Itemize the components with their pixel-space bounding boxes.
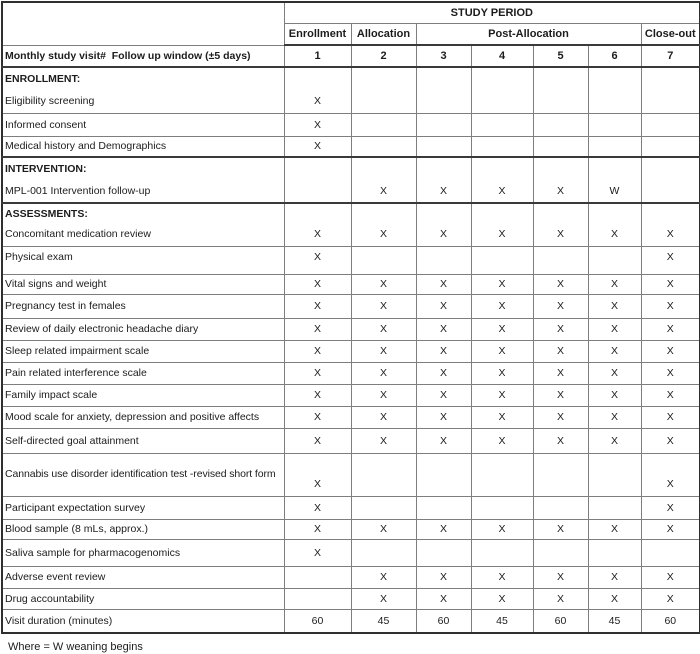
mark-cell: X (641, 318, 700, 340)
empty-cell (471, 67, 533, 89)
mark-cell: X (471, 294, 533, 318)
row-label: Physical exam (2, 246, 284, 274)
mark-cell: X (471, 428, 533, 453)
visit-number-cell: 5 (533, 45, 588, 67)
mark-cell: X (641, 406, 700, 428)
empty-cell (533, 157, 588, 179)
mark-cell: X (416, 428, 471, 453)
row-label: Saliva sample for pharmacogenomics (2, 539, 284, 566)
mark-cell: X (284, 340, 351, 362)
mark-cell: X (284, 406, 351, 428)
mark-cell: 60 (533, 609, 588, 633)
empty-cell (284, 203, 351, 223)
mark-cell: X (284, 89, 351, 113)
empty-cell (641, 113, 700, 136)
empty-cell (588, 539, 641, 566)
mark-cell: X (641, 274, 700, 294)
mark-cell: X (284, 274, 351, 294)
mark-cell: X (416, 294, 471, 318)
mark-cell: X (641, 453, 700, 496)
mark-cell: X (641, 362, 700, 384)
empty-cell (533, 89, 588, 113)
empty-cell (641, 539, 700, 566)
row-label: Cannabis use disorder identification test -revised short form (2, 453, 284, 496)
study-period-row (2, 2, 700, 23)
mark-cell: X (641, 340, 700, 362)
empty-cell (588, 113, 641, 136)
mark-cell: X (351, 274, 416, 294)
row-label: Pain related interference scale (2, 362, 284, 384)
mark-cell: X (284, 223, 351, 246)
mark-cell: X (284, 428, 351, 453)
mark-cell: X (533, 588, 588, 609)
mark-cell: X (284, 496, 351, 519)
footnote: Where = W weaning begins (8, 641, 143, 653)
mark-cell: X (588, 384, 641, 406)
group-header-enrollment: Enrollment (284, 23, 351, 45)
mark-cell: X (416, 274, 471, 294)
empty-cell (351, 157, 416, 179)
table-row (2, 318, 700, 340)
mark-cell: X (471, 274, 533, 294)
mark-cell: X (284, 294, 351, 318)
section-row (2, 67, 700, 89)
empty-cell (351, 136, 416, 157)
row-label: Sleep related impairment scale (2, 340, 284, 362)
mark-cell: X (641, 223, 700, 246)
row-label: Drug accountability (2, 588, 284, 609)
empty-cell (533, 453, 588, 496)
mark-cell: X (588, 566, 641, 588)
empty-cell (641, 203, 700, 223)
table-row (2, 406, 700, 428)
empty-cell (416, 157, 471, 179)
empty-cell (284, 588, 351, 609)
row-label: Visit duration (minutes) (2, 609, 284, 633)
mark-cell: X (533, 519, 588, 539)
mark-cell: X (351, 406, 416, 428)
table-row (2, 179, 700, 203)
section-label: INTERVENTION: (2, 157, 284, 179)
table-row (2, 340, 700, 362)
table-row (2, 609, 700, 633)
mark-cell: X (416, 406, 471, 428)
empty-cell (351, 496, 416, 519)
visit-number-cell: 3 (416, 45, 471, 67)
empty-cell (533, 246, 588, 274)
mark-cell: X (588, 406, 641, 428)
empty-cell (471, 453, 533, 496)
mark-cell: X (641, 428, 700, 453)
mark-cell: X (416, 519, 471, 539)
empty-cell (416, 67, 471, 89)
table-row (2, 136, 700, 157)
empty-cell (533, 203, 588, 223)
mark-cell: X (284, 318, 351, 340)
table-row (2, 384, 700, 406)
row-label: Family impact scale (2, 384, 284, 406)
mark-cell: X (284, 246, 351, 274)
visit-number-cell: 2 (351, 45, 416, 67)
empty-cell (588, 246, 641, 274)
empty-cell (588, 203, 641, 223)
empty-cell (416, 89, 471, 113)
mark-cell: 60 (416, 609, 471, 633)
empty-cell (588, 67, 641, 89)
empty-cell (588, 136, 641, 157)
mark-cell: X (641, 588, 700, 609)
mark-cell: X (351, 588, 416, 609)
mark-cell: X (471, 588, 533, 609)
mark-cell: X (533, 179, 588, 203)
table-row (2, 453, 700, 496)
table-row (2, 566, 700, 588)
mark-cell: 45 (471, 609, 533, 633)
row-label: Medical history and Demographics (2, 136, 284, 157)
mark-cell: X (416, 179, 471, 203)
mark-cell: X (588, 428, 641, 453)
mark-cell: X (641, 246, 700, 274)
row-label: Blood sample (8 mLs, approx.) (2, 519, 284, 539)
mark-cell: X (351, 519, 416, 539)
mark-cell: X (416, 223, 471, 246)
empty-cell (641, 157, 700, 179)
empty-cell (533, 136, 588, 157)
empty-cell (533, 113, 588, 136)
mark-cell: X (471, 223, 533, 246)
empty-cell (416, 136, 471, 157)
mark-cell: X (533, 384, 588, 406)
mark-cell: X (471, 384, 533, 406)
row-label: Concomitant medication review (2, 223, 284, 246)
mark-cell: 45 (351, 609, 416, 633)
mark-cell: X (471, 179, 533, 203)
mark-cell: X (351, 384, 416, 406)
row-label: Self-directed goal attainment (2, 428, 284, 453)
empty-cell (351, 539, 416, 566)
section-label: ASSESSMENTS: (2, 203, 284, 223)
row-label: Vital signs and weight (2, 274, 284, 294)
empty-cell (284, 157, 351, 179)
empty-cell (351, 453, 416, 496)
mark-cell: X (533, 223, 588, 246)
empty-cell (641, 89, 700, 113)
empty-cell (471, 113, 533, 136)
empty-cell (351, 89, 416, 113)
mark-cell: X (284, 362, 351, 384)
mark-cell: X (284, 384, 351, 406)
visit-number-row (2, 45, 700, 67)
empty-cell (351, 113, 416, 136)
mark-cell: X (351, 318, 416, 340)
row-label: Pregnancy test in females (2, 294, 284, 318)
visit-number-cell: 1 (284, 45, 351, 67)
empty-cell (588, 89, 641, 113)
group-header-close-out: Close-out (641, 23, 700, 45)
empty-cell (284, 67, 351, 89)
row-label: Mood scale for anxiety, depression and positive affects (2, 406, 284, 428)
mark-cell: X (284, 136, 351, 157)
empty-cell (471, 157, 533, 179)
mark-cell: X (416, 340, 471, 362)
row-label: Adverse event review (2, 566, 284, 588)
corner-cell (2, 2, 284, 45)
table-row (2, 519, 700, 539)
table-row (2, 362, 700, 384)
visit-number-cell: 7 (641, 45, 700, 67)
group-header-post-allocation: Post-Allocation (416, 23, 641, 45)
visit-number-cell: 6 (588, 45, 641, 67)
empty-cell (471, 246, 533, 274)
mark-cell: X (284, 519, 351, 539)
table-row (2, 539, 700, 566)
mark-cell: W (588, 179, 641, 203)
mark-cell: X (471, 362, 533, 384)
mark-cell: X (533, 406, 588, 428)
empty-cell (416, 203, 471, 223)
table-row (2, 113, 700, 136)
mark-cell: X (588, 340, 641, 362)
empty-cell (416, 496, 471, 519)
mark-cell: X (471, 340, 533, 362)
empty-cell (351, 246, 416, 274)
mark-cell: X (351, 223, 416, 246)
mark-cell: X (533, 566, 588, 588)
empty-cell (471, 539, 533, 566)
mark-cell: X (351, 179, 416, 203)
empty-cell (416, 539, 471, 566)
empty-cell (533, 67, 588, 89)
empty-cell (588, 496, 641, 519)
mark-cell: X (471, 318, 533, 340)
section-label: ENROLLMENT: (2, 67, 284, 89)
mark-cell: X (588, 519, 641, 539)
table-row (2, 274, 700, 294)
mark-cell: 60 (284, 609, 351, 633)
mark-cell: X (588, 318, 641, 340)
table-row (2, 294, 700, 318)
empty-cell (533, 496, 588, 519)
mark-cell: X (351, 362, 416, 384)
mark-cell: X (641, 294, 700, 318)
mark-cell: X (416, 384, 471, 406)
mark-cell: X (284, 539, 351, 566)
mark-cell: X (641, 519, 700, 539)
mark-cell: 60 (641, 609, 700, 633)
group-header-allocation: Allocation (351, 23, 416, 45)
empty-cell (471, 89, 533, 113)
mark-cell: X (471, 406, 533, 428)
row-label: Review of daily electronic headache diary (2, 318, 284, 340)
mark-cell: 45 (588, 609, 641, 633)
study-schedule-table (1, 1, 700, 634)
empty-cell (416, 453, 471, 496)
mark-cell: X (588, 294, 641, 318)
mark-cell: X (471, 566, 533, 588)
table-row (2, 588, 700, 609)
table-row (2, 246, 700, 274)
study-period-header: STUDY PERIOD (284, 2, 700, 23)
empty-cell (416, 113, 471, 136)
row-label: MPL-001 Intervention follow-up (2, 179, 284, 203)
empty-cell (533, 539, 588, 566)
empty-cell (284, 179, 351, 203)
mark-cell: X (351, 294, 416, 318)
mark-cell: X (351, 566, 416, 588)
row-label: Eligibility screening (2, 89, 284, 113)
schedule-header (2, 2, 700, 67)
empty-cell (588, 157, 641, 179)
mark-cell: X (641, 496, 700, 519)
table-row (2, 89, 700, 113)
mark-cell: X (284, 113, 351, 136)
mark-cell: X (588, 362, 641, 384)
schedule-body (2, 67, 700, 633)
mark-cell: X (533, 274, 588, 294)
section-row (2, 203, 700, 223)
empty-cell (641, 179, 700, 203)
mark-cell: X (416, 566, 471, 588)
empty-cell (284, 566, 351, 588)
empty-cell (471, 203, 533, 223)
table-row (2, 428, 700, 453)
mark-cell: X (351, 340, 416, 362)
mark-cell: X (588, 223, 641, 246)
mark-cell: X (533, 362, 588, 384)
empty-cell (588, 453, 641, 496)
empty-cell (351, 67, 416, 89)
visit-number-cell: 4 (471, 45, 533, 67)
mark-cell: X (641, 566, 700, 588)
mark-cell: X (588, 588, 641, 609)
mark-cell: X (588, 274, 641, 294)
mark-cell: X (284, 453, 351, 496)
empty-cell (416, 246, 471, 274)
mark-cell: X (416, 362, 471, 384)
mark-cell: X (416, 318, 471, 340)
table-row (2, 496, 700, 519)
mark-cell: X (471, 519, 533, 539)
mark-cell: X (533, 428, 588, 453)
mark-cell: X (533, 294, 588, 318)
empty-cell (471, 496, 533, 519)
mark-cell: X (641, 384, 700, 406)
visit-row-label: Monthly study visit# Follow up window (±5 days) (2, 45, 284, 67)
row-label: Participant expectation survey (2, 496, 284, 519)
table-row (2, 223, 700, 246)
empty-cell (471, 136, 533, 157)
mark-cell: X (416, 588, 471, 609)
row-label: Informed consent (2, 113, 284, 136)
empty-cell (641, 136, 700, 157)
empty-cell (351, 203, 416, 223)
mark-cell: X (533, 340, 588, 362)
empty-cell (641, 67, 700, 89)
mark-cell: X (533, 318, 588, 340)
section-row (2, 157, 700, 179)
mark-cell: X (351, 428, 416, 453)
